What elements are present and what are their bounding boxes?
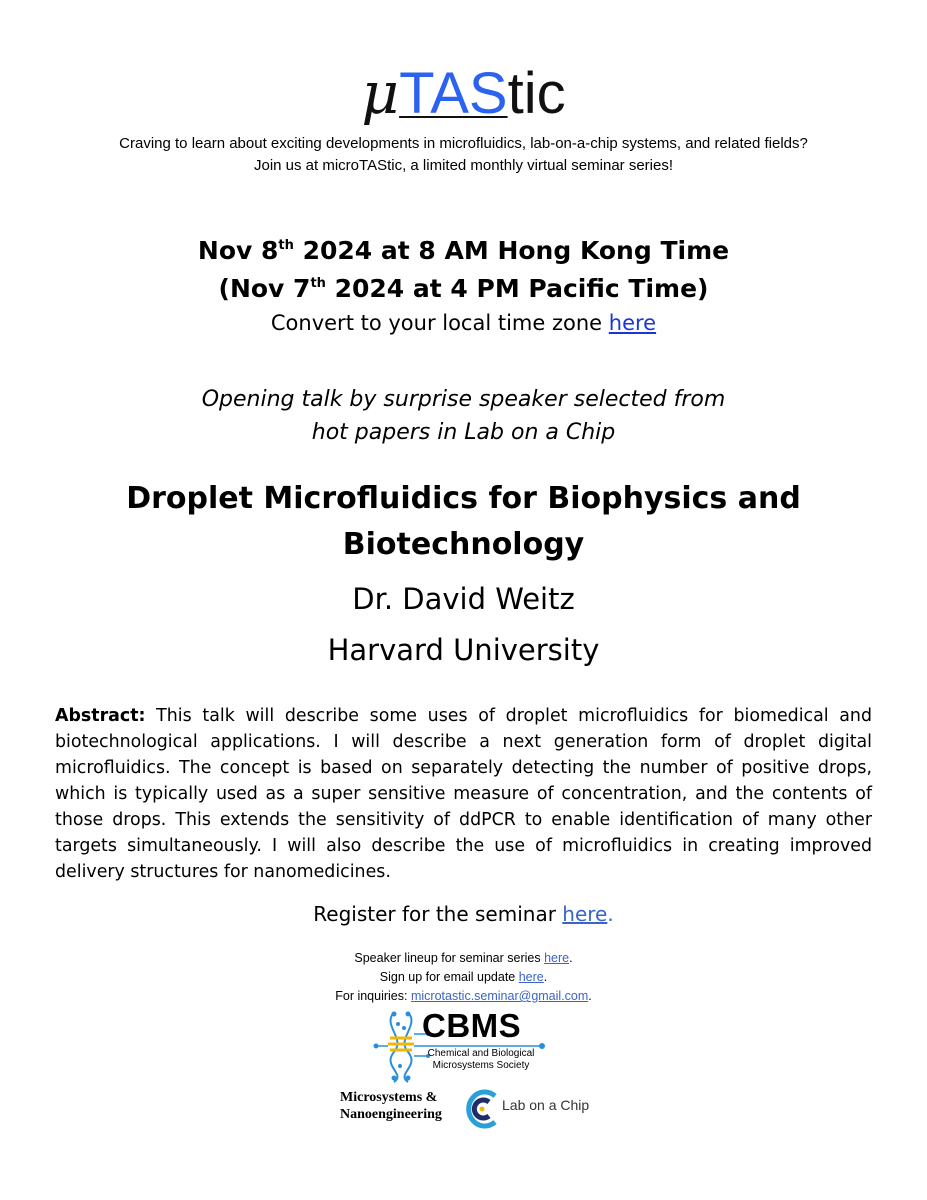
microsystems-nanoengineering-logo: [340, 1089, 442, 1123]
microtastic-logo: [0, 58, 927, 129]
abstract-text: This talk will describe some uses of droplet microfluidics for biomedical and biotechnological applications. I will describe a next generation form of droplet digital microfluidics. The concept is based on separately detecting the number of positive drops, which is typically used as a super sensitive measure of concentration, and the contents of those drops. This extends the sensitivity of ddPCR to enable identification of many other targets simultaneously. I will also describe the use of microfluidics in creating improved delivery structures for nanomedicines.: [55, 706, 872, 882]
intro-line-2: Join us at microTAStic, a limited monthly virtual seminar series!: [253, 157, 674, 174]
date-hk-part-a: Nov 8: [197, 236, 279, 265]
lineup-text: Speaker lineup for seminar series: [354, 951, 545, 965]
intro-text: [0, 133, 927, 177]
cbms-text-block: [422, 1008, 540, 1072]
register-line: [0, 900, 927, 928]
date-pt-part-a: (Nov 7: [218, 274, 311, 303]
date-pt-part-b: 2024 at 4 PM Pacific Time): [325, 274, 709, 303]
date-hk-sup: th: [278, 238, 294, 253]
opening-talk-note: [0, 383, 927, 449]
lab-on-a-chip-logo-icon: [465, 1088, 501, 1130]
cbms-title: CBMS: [422, 1007, 522, 1044]
convert-text: Convert to your local time zone: [270, 311, 609, 335]
intro-line-1: Craving to learn about exciting developments in microfluidics, lab-on-a-chip systems, and related fields?: [119, 135, 808, 152]
lineup-end: .: [569, 951, 573, 965]
speaker-name: Dr. David Weitz: [352, 582, 575, 616]
register-text: Register for the seminar: [313, 902, 563, 926]
lineup-here-link[interactable]: here: [544, 951, 570, 965]
mn-line-1: Microsystems &: [340, 1090, 438, 1105]
inquiry-end: .: [588, 989, 592, 1003]
inquiry-email-link[interactable]: microtastic.seminar@gmail.com: [410, 989, 589, 1003]
convert-here-link[interactable]: here: [608, 311, 657, 335]
abstract: [55, 703, 872, 885]
cbms-sub-line-1: Chemical and Biological: [427, 1048, 535, 1059]
date-hk-part-b: 2024 at 8 AM Hong Kong Time: [293, 236, 730, 265]
mn-line-2: Nanoengineering: [340, 1107, 442, 1122]
date-hong-kong: [0, 232, 927, 270]
footer-links: [0, 949, 927, 1006]
logo-mu: μ: [361, 59, 400, 127]
signup-text: Sign up for email update: [379, 970, 519, 984]
register-end: .: [607, 902, 614, 926]
inquiry-text: For inquiries:: [335, 989, 411, 1003]
logo-tas: TAS: [399, 61, 508, 126]
inquiry-line: [0, 987, 927, 1006]
cbms-sub-line-2: Microsystems Society: [432, 1060, 530, 1071]
speaker-affiliation: Harvard University: [327, 633, 600, 667]
date-pacific: [0, 270, 927, 308]
event-date: [0, 232, 927, 308]
date-pt-sup: th: [310, 276, 326, 291]
logo-tic: tic: [507, 61, 566, 126]
signup-line: [0, 968, 927, 987]
opening-line-2: hot papers in Lab on a Chip: [311, 420, 616, 445]
lineup-line: [0, 949, 927, 968]
opening-line-1: Opening talk by surprise speaker selected from: [201, 387, 726, 412]
register-here-link[interactable]: here: [562, 902, 608, 926]
talk-title: Droplet Microfluidics for Biophysics and Biotechnology: [126, 481, 801, 562]
cbms-subtitle: [422, 1048, 540, 1072]
lab-on-a-chip-text: Lab on a Chip: [502, 1097, 590, 1113]
timezone-convert: [0, 308, 927, 338]
abstract-label: Abstract:: [55, 706, 146, 726]
signup-here-link[interactable]: here: [518, 970, 544, 984]
signup-end: .: [543, 970, 548, 984]
